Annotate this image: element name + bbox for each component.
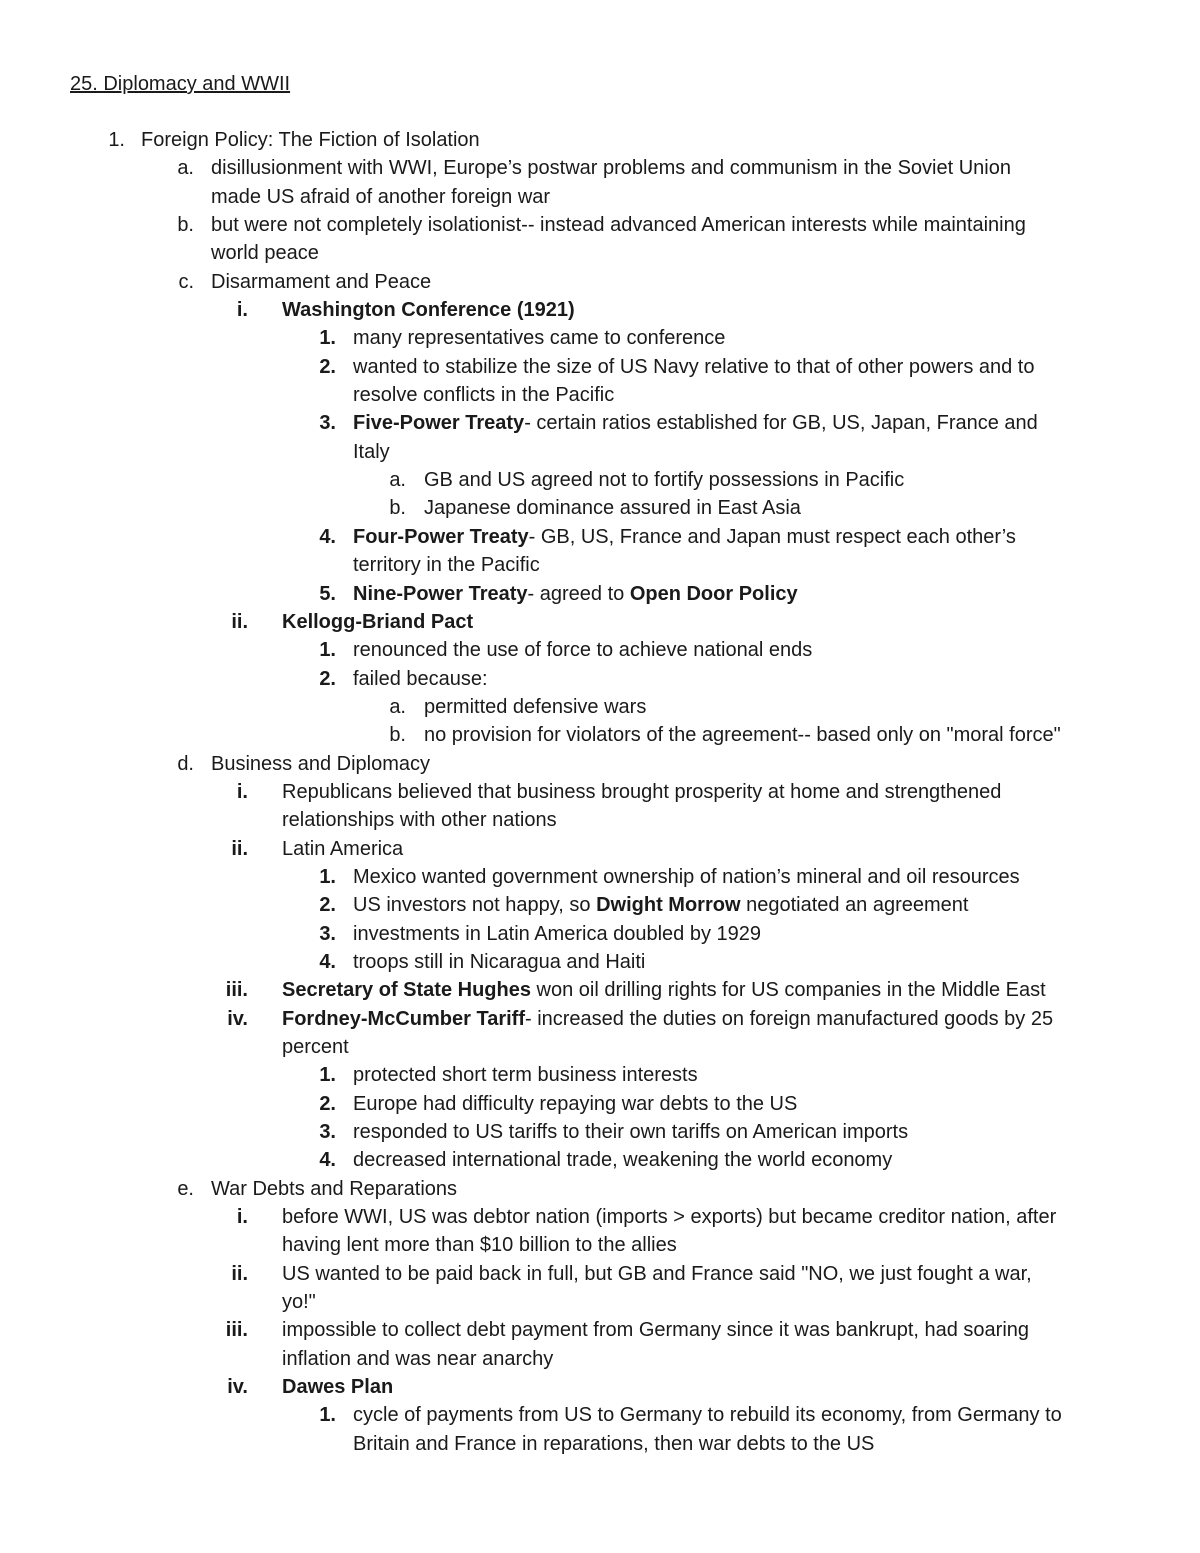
outline-marker: ii.: [231, 1262, 248, 1285]
outline-item: [0, 438, 1200, 466]
outline-item: [0, 1260, 1200, 1288]
outline-item: [0, 523, 1200, 551]
outline-text: [282, 1005, 1053, 1033]
outline-item: [0, 750, 1200, 778]
outline-text: [282, 296, 575, 324]
outline-text: [353, 920, 761, 948]
outline-text: [353, 665, 488, 693]
outline-marker: i.: [236, 1206, 248, 1229]
outline-item: [0, 636, 1200, 664]
outline-text: [424, 721, 1061, 749]
outline-text: [353, 1118, 908, 1146]
outline-item: [0, 1430, 1200, 1458]
outline-item: [0, 693, 1200, 721]
outline-marker: 2.: [319, 667, 336, 690]
text-run: Republicans believed that business brought prosperity at home and strengthened: [282, 780, 1002, 803]
text-run: cycle of payments from US to Germany to rebuild its economy, from Germany to: [353, 1404, 1062, 1427]
outline-item: [0, 211, 1200, 239]
text-run: - agreed to: [527, 582, 630, 605]
text-run: permitted defensive wars: [424, 695, 647, 718]
outline-item: [0, 608, 1200, 636]
outline-text: [424, 693, 646, 721]
outline-marker: 1.: [108, 129, 125, 151]
outline-item: [0, 891, 1200, 919]
outline-item: [0, 1090, 1200, 1118]
outline-marker: 5.: [319, 582, 336, 605]
outline-marker: 1.: [319, 1404, 336, 1427]
outline-item: [0, 154, 1200, 182]
outline-item: [0, 381, 1200, 409]
outline-item: [0, 1203, 1200, 1231]
text-run: Europe had difficulty repaying war debts to the US: [353, 1092, 798, 1115]
outline-marker: iv.: [227, 1007, 248, 1030]
outline-marker: d.: [177, 752, 194, 775]
outline-marker: iii.: [225, 1319, 248, 1342]
outline-text: [353, 1430, 874, 1458]
bold-term: Secretary of State Hughes: [282, 979, 531, 1002]
bold-term: Nine-Power Treaty: [353, 582, 528, 605]
text-run: responded to US tariffs to their own tariffs on American imports: [353, 1121, 909, 1144]
outline-marker: 4.: [319, 950, 336, 973]
text-run: investments in Latin America doubled by 1929: [353, 922, 762, 945]
outline-text: [353, 580, 798, 608]
outline-text: [353, 1090, 797, 1118]
text-run: failed because:: [353, 667, 488, 690]
bold-term: Kellogg-Briand Pact: [282, 610, 474, 633]
text-run: negotiated an agreement: [740, 894, 969, 917]
outline-text: [282, 608, 473, 636]
outline-text: [282, 778, 1001, 806]
text-run: - increased the duties on foreign manufactured goods by 25: [524, 1007, 1054, 1030]
text-run: impossible to collect debt payment from Germany since it was bankrupt, had soaring: [282, 1319, 1030, 1342]
outline-text: [353, 523, 1016, 551]
outline-item: [0, 1316, 1200, 1344]
outline-text: [353, 863, 1020, 891]
outline-text: [353, 1401, 1062, 1429]
outline-text: [353, 891, 968, 919]
outline-marker: 1.: [319, 865, 336, 888]
outline-marker: a.: [389, 469, 406, 492]
text-run: troops still in Nicaragua and Haiti: [353, 950, 646, 973]
outline-item: [0, 1146, 1200, 1174]
outline-item: [0, 1345, 1200, 1373]
text-run: - certain ratios established for GB, US, Japan, France and: [524, 412, 1038, 435]
text-run: many representatives came to conference: [353, 327, 726, 350]
outline-marker: a.: [389, 695, 406, 718]
bold-term: Five-Power Treaty: [353, 412, 525, 435]
outline-marker: 1.: [319, 327, 336, 350]
outline-text: [353, 1146, 892, 1174]
outline-text: [211, 211, 1026, 239]
outline-item: [0, 580, 1200, 608]
outline-marker: 4.: [319, 525, 336, 548]
outline-text: [282, 1260, 1032, 1288]
outline-marker: 1.: [319, 1064, 336, 1087]
outline-text: [282, 1345, 553, 1373]
text-run: renounced the use of force to achieve national ends: [353, 639, 813, 662]
outline-marker: 4.: [319, 1149, 336, 1172]
text-run: before WWI, US was debtor nation (imports > exports) but became creditor nation, after: [282, 1206, 1057, 1229]
outline-item: [0, 835, 1200, 863]
outline-item: [0, 409, 1200, 437]
outline-marker: ii.: [231, 610, 248, 633]
outline-text: [353, 551, 540, 579]
text-run: made US afraid of another foreign war: [211, 185, 551, 208]
outline-item: [0, 1005, 1200, 1033]
text-run: inflation and was near anarchy: [282, 1347, 554, 1370]
text-run: War Debts and Reparations: [211, 1177, 458, 1200]
outline-item: [0, 551, 1200, 579]
outline-marker: i.: [236, 780, 248, 803]
outline-item: [0, 1231, 1200, 1259]
outline-item: [0, 1175, 1200, 1203]
outline-text: [282, 835, 403, 863]
outline-item: [0, 1061, 1200, 1089]
outline-marker: 3.: [319, 412, 336, 435]
text-run: Britain and France in reparations, then war debts to the US: [353, 1432, 875, 1455]
outline-text: [211, 183, 550, 211]
outline-text: [282, 1288, 316, 1316]
text-run: percent: [282, 1036, 349, 1058]
outline-text: [353, 636, 812, 664]
text-run: - GB, US, France and Japan must respect each other’s: [528, 525, 1016, 548]
outline-marker: b.: [389, 724, 406, 747]
outline-text: [353, 948, 645, 976]
bold-term: Dawes Plan: [282, 1376, 394, 1399]
outline-marker: 2.: [319, 894, 336, 917]
outline-item: [0, 976, 1200, 1004]
outline-marker: 1.: [319, 639, 336, 662]
outline-marker: b.: [389, 497, 406, 520]
outline-marker: iii.: [225, 979, 248, 1002]
outline-text: [282, 1373, 393, 1401]
outline-item: [0, 721, 1200, 749]
outline-text: [424, 494, 801, 522]
outline-text: [282, 1203, 1056, 1231]
text-run: having lent more than $10 billion to the allies: [282, 1234, 677, 1257]
text-run: Foreign Policy: The Fiction of Isolation: [141, 129, 480, 151]
text-run: but were not completely isolationist-- instead advanced American interests while maintaining: [211, 214, 1026, 237]
outline-item: [0, 1373, 1200, 1401]
outline-item: [0, 126, 1200, 154]
outline-marker: b.: [177, 214, 194, 237]
outline-text: [282, 1033, 349, 1061]
outline-list: [0, 126, 1200, 1458]
outline-text: [211, 268, 431, 296]
outline-item: [0, 296, 1200, 324]
outline-text: [211, 154, 1011, 182]
text-run: Latin America: [282, 837, 404, 860]
outline-text: [353, 324, 725, 352]
outline-item: [0, 920, 1200, 948]
text-run: disillusionment with WWI, Europe’s postwar problems and communism in the Soviet Union: [211, 157, 1011, 180]
outline-text: [211, 750, 430, 778]
text-run: Japanese dominance assured in East Asia: [424, 497, 801, 520]
outline-item: [0, 1401, 1200, 1429]
outline-item: [0, 948, 1200, 976]
outline-item: [0, 665, 1200, 693]
outline-text: [282, 1231, 677, 1259]
outline-item: [0, 324, 1200, 352]
outline-item: [0, 778, 1200, 806]
bold-term: Fordney-McCumber Tariff: [282, 1007, 525, 1030]
text-run: decreased international trade, weakening the world economy: [353, 1149, 893, 1172]
outline-marker: 2.: [319, 355, 336, 378]
outline-text: [282, 806, 557, 834]
outline-marker: c.: [178, 270, 194, 293]
document-title: 25. Diplomacy and WWII: [70, 73, 291, 95]
bold-term: Open Door Policy: [629, 582, 798, 605]
outline-text: [353, 353, 1034, 381]
text-run: resolve conflicts in the Pacific: [353, 384, 615, 407]
outline-text: [424, 466, 904, 494]
outline-text: [353, 409, 1038, 437]
outline-text: [141, 126, 480, 154]
outline-text: [211, 239, 319, 267]
outline-marker: ii.: [231, 837, 248, 860]
outline-item: [0, 466, 1200, 494]
outline-item: [0, 239, 1200, 267]
outline-text: [211, 1175, 457, 1203]
outline-text: [353, 1061, 698, 1089]
outline-item: [0, 353, 1200, 381]
text-run: US wanted to be paid back in full, but GB and France said "NO, we just fought a war,: [282, 1262, 1032, 1285]
text-run: GB and US agreed not to fortify possessions in Pacific: [424, 469, 905, 492]
text-run: territory in the Pacific: [353, 554, 540, 577]
text-run: protected short term business interests: [353, 1064, 698, 1087]
outline-item: [0, 183, 1200, 211]
outline-item: [0, 494, 1200, 522]
text-run: wanted to stabilize the size of US Navy relative to that of other powers and to: [353, 355, 1035, 378]
bold-term: Four-Power Treaty: [353, 525, 529, 548]
text-run: US investors not happy, so: [353, 894, 597, 917]
outline-marker: 3.: [319, 1121, 336, 1144]
outline-item: [0, 1118, 1200, 1146]
text-run: relationships with other nations: [282, 809, 557, 832]
outline-marker: e.: [177, 1177, 194, 1200]
outline-marker: 3.: [319, 922, 336, 945]
text-run: Disarmament and Peace: [211, 270, 432, 293]
text-run: yo!": [282, 1291, 316, 1314]
outline-item: [0, 1033, 1200, 1061]
outline-item: [0, 806, 1200, 834]
outline-item: [0, 268, 1200, 296]
outline-item: [0, 863, 1200, 891]
outline-text: [282, 1316, 1029, 1344]
outline-marker: a.: [177, 157, 194, 180]
text-run: world peace: [211, 242, 319, 265]
outline-marker: iv.: [227, 1376, 248, 1399]
bold-term: Washington Conference (1921): [282, 299, 575, 322]
outline-text: [282, 976, 1046, 1004]
text-run: won oil drilling rights for US companies in the Middle East: [530, 979, 1046, 1002]
text-run: Mexico wanted government ownership of nation’s mineral and oil resources: [353, 865, 1020, 888]
outline-item: [0, 1288, 1200, 1316]
text-run: no provision for violators of the agreement-- based only on "moral force": [424, 724, 1061, 747]
outline-text: [353, 438, 390, 466]
bold-term: Dwight Morrow: [596, 894, 741, 917]
text-run: Business and Diplomacy: [211, 752, 430, 775]
outline-text: [353, 381, 614, 409]
outline-marker: 2.: [319, 1092, 336, 1115]
outline-marker: i.: [236, 299, 248, 322]
text-run: Italy: [353, 440, 390, 463]
